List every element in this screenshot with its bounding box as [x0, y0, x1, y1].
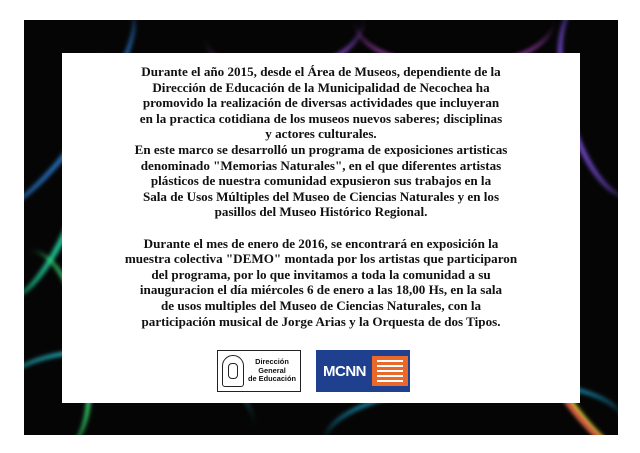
- text-line: y actores culturales.: [265, 126, 377, 142]
- text-line: inauguracion el día miércoles 6 de enero a las 18,00 Hs, en la sala: [139, 282, 503, 298]
- text-line: muestra colectiva "DEMO" montada por los artistas que participaron: [124, 251, 518, 267]
- text-line: del programa, por lo que invitamos a toda la comunidad a su: [151, 266, 491, 282]
- text-line: de usos multiples del Museo de Ciencias Naturales, con la: [160, 297, 482, 313]
- museum-logo: [316, 350, 410, 392]
- text-line: participación musical de Jorge Arias y la Orquesta de dos Tipos.: [141, 313, 501, 329]
- paragraph-museum-program: [62, 64, 580, 220]
- museum-logo-emblem: [372, 356, 408, 386]
- text-line: Sala de Usos Múltiples del Museo de Ciencias Naturales y en los: [142, 188, 500, 204]
- museum-logo-mark: MCNN: [323, 362, 366, 380]
- seal-icon: [222, 355, 244, 387]
- text-line: en la practica cotidiana de los museos nuevos saberes; disciplinas: [139, 110, 503, 126]
- text-line: Durante el mes de enero de 2016, se encontrará en exposición la: [143, 235, 499, 251]
- text-line: denominado "Memorias Naturales", en el que diferentes artistas: [140, 157, 502, 173]
- text-line: promovido la realización de diversas actividades que incluyeran: [142, 95, 500, 111]
- paragraph-demo-exhibition: [62, 236, 580, 330]
- text-line: Dirección de Educación de la Municipalidad de Necochea ha: [152, 79, 490, 95]
- education-logo: [217, 350, 301, 392]
- announcement-text: [62, 64, 580, 329]
- text-line: Durante el año 2015, desde el Área de Museos, dependiente de la: [141, 64, 501, 79]
- education-logo-text: Dirección General de Educación: [247, 357, 297, 384]
- text-line: plásticos de nuestra comunidad expusieron sus trabajos en la: [150, 173, 492, 189]
- announcement-card: [62, 53, 580, 403]
- text-line: pasillos del Museo Histórico Regional.: [214, 204, 428, 220]
- text-line: En este marco se desarrolló un programa de exposiciones artisticas: [134, 141, 508, 157]
